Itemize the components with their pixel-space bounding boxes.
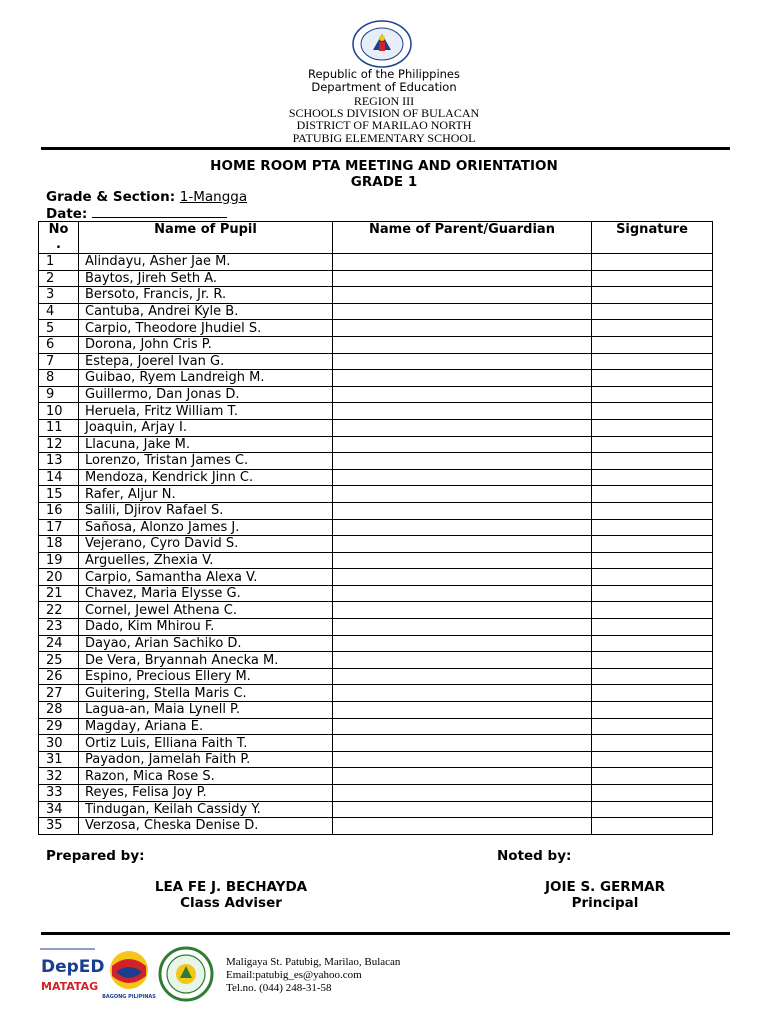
signature-blank <box>592 619 713 636</box>
signature-blank <box>592 320 713 337</box>
table-row <box>39 403 713 420</box>
table-row <box>39 419 713 436</box>
prepared-by-label: Prepared by: <box>46 848 145 864</box>
row-number: 3 <box>39 287 79 304</box>
table-row <box>39 735 713 752</box>
table-row <box>39 801 713 818</box>
row-number: 24 <box>39 635 79 652</box>
parent-name-blank <box>333 552 592 569</box>
svg-text:BAGONG PILIPINAS: BAGONG PILIPINAS <box>102 994 156 1000</box>
parent-name-blank <box>333 619 592 636</box>
signature-blank <box>592 419 713 436</box>
parent-name-blank <box>333 602 592 619</box>
row-number: 1 <box>39 254 79 271</box>
row-number: 23 <box>39 619 79 636</box>
parent-name-blank <box>333 702 592 719</box>
row-number: 19 <box>39 552 79 569</box>
footer-address: Maligaya St. Patubig, Marilao, Bulacan <box>226 956 401 968</box>
parent-name-blank <box>333 569 592 586</box>
parent-name-blank <box>333 287 592 304</box>
table-body <box>39 254 713 835</box>
pupil-name: Dayao, Arian Sachiko D. <box>79 635 333 652</box>
school-seal-icon <box>160 948 212 1000</box>
header-pupil: Name of Pupil <box>79 222 333 254</box>
table-row <box>39 303 713 320</box>
footer-tel: Tel.no. (044) 248-31-58 <box>226 982 332 994</box>
signature-blank <box>592 751 713 768</box>
row-number: 26 <box>39 668 79 685</box>
pupil-name: Estepa, Joerel Ivan G. <box>79 353 333 370</box>
signature-blank <box>592 668 713 685</box>
header-signature: Signature <box>592 222 713 254</box>
signature-blank <box>592 536 713 553</box>
bagong-pilipinas-logo-icon <box>102 951 156 1000</box>
row-number: 33 <box>39 785 79 802</box>
parent-name-blank <box>333 818 592 835</box>
pupil-name: Tindugan, Keilah Cassidy Y. <box>79 801 333 818</box>
signature-blank <box>592 386 713 403</box>
signature-blank <box>592 453 713 470</box>
signature-blank <box>592 818 713 835</box>
deped-matatag-logo-icon <box>40 949 105 993</box>
pupil-name: Dado, Kim Mhirou F. <box>79 619 333 636</box>
pupil-name: Llacuna, Jake M. <box>79 436 333 453</box>
header-division: SCHOOLS DIVISION OF BULACAN <box>288 106 480 120</box>
pupil-name: Espino, Precious Ellery M. <box>79 668 333 685</box>
table-row <box>39 635 713 652</box>
signature-blank <box>592 519 713 536</box>
signature-blank <box>592 502 713 519</box>
parent-name-blank <box>333 353 592 370</box>
signature-blank <box>592 486 713 503</box>
footer-contact <box>226 956 400 995</box>
parent-name-blank <box>333 536 592 553</box>
pupil-name: Guillermo, Dan Jonas D. <box>79 386 333 403</box>
row-number: 28 <box>39 702 79 719</box>
parent-name-blank <box>333 254 592 271</box>
table-header-row <box>39 222 713 254</box>
table-row <box>39 552 713 569</box>
table-row <box>39 569 713 586</box>
table-row <box>39 436 713 453</box>
attendance-table <box>38 221 713 835</box>
signature-blank <box>592 353 713 370</box>
table-row <box>39 270 713 287</box>
table-row <box>39 619 713 636</box>
table-row <box>39 652 713 669</box>
pupil-name: Lagua-an, Maia Lynell P. <box>79 702 333 719</box>
signature-blank <box>592 801 713 818</box>
svg-text:MATATAG: MATATAG <box>41 980 99 993</box>
pupil-name: Magday, Ariana E. <box>79 718 333 735</box>
header-parent: Name of Parent/Guardian <box>333 222 592 254</box>
pupil-name: Cantuba, Andrei Kyle B. <box>79 303 333 320</box>
parent-name-blank <box>333 801 592 818</box>
principal-name: JOIE S. GERMAR <box>545 879 665 895</box>
parent-name-blank <box>333 403 592 420</box>
pupil-name: Cornel, Jewel Athena C. <box>79 602 333 619</box>
row-number: 16 <box>39 502 79 519</box>
adviser-name: LEA FE J. BECHAYDA <box>154 879 308 895</box>
document-title: HOME ROOM PTA MEETING AND ORIENTATION <box>210 158 558 174</box>
table-row <box>39 453 713 470</box>
row-number: 31 <box>39 751 79 768</box>
header-no-line1: No <box>48 222 69 237</box>
pupil-name: Guitering, Stella Maris C. <box>79 685 333 702</box>
table-row <box>39 536 713 553</box>
header-divider <box>41 147 730 150</box>
parent-name-blank <box>333 469 592 486</box>
signature-blank <box>592 635 713 652</box>
header-district: DISTRICT OF MARILAO NORTH <box>296 118 472 132</box>
table-row <box>39 502 713 519</box>
parent-name-blank <box>333 751 592 768</box>
table-row <box>39 768 713 785</box>
pupil-name: Vejerano, Cyro David S. <box>79 536 333 553</box>
table-row <box>39 353 713 370</box>
row-number: 10 <box>39 403 79 420</box>
parent-name-blank <box>333 270 592 287</box>
row-number: 5 <box>39 320 79 337</box>
row-number: 15 <box>39 486 79 503</box>
signature-blank <box>592 718 713 735</box>
pupil-name: Bersoto, Francis, Jr. R. <box>79 287 333 304</box>
pupil-name: Carpio, Theodore Jhudiel S. <box>79 320 333 337</box>
table-row <box>39 668 713 685</box>
pupil-name: Razon, Mica Rose S. <box>79 768 333 785</box>
table-row <box>39 370 713 387</box>
parent-name-blank <box>333 453 592 470</box>
signature-blank <box>592 270 713 287</box>
principal-title: Principal <box>571 895 639 911</box>
table-row <box>39 751 713 768</box>
grade-section-value: 1-Mangga <box>179 189 248 205</box>
parent-name-blank <box>333 303 592 320</box>
parent-name-blank <box>333 585 592 602</box>
parent-name-blank <box>333 652 592 669</box>
parent-name-blank <box>333 718 592 735</box>
row-number: 30 <box>39 735 79 752</box>
pupil-name: Mendoza, Kendrick Jinn C. <box>79 469 333 486</box>
signature-blank <box>592 785 713 802</box>
table-row <box>39 287 713 304</box>
signature-blank <box>592 336 713 353</box>
table-row <box>39 585 713 602</box>
parent-name-blank <box>333 386 592 403</box>
signature-blank <box>592 602 713 619</box>
date-blank-line <box>92 205 227 218</box>
row-number: 11 <box>39 419 79 436</box>
row-number: 12 <box>39 436 79 453</box>
signature-blank <box>592 569 713 586</box>
row-number: 27 <box>39 685 79 702</box>
parent-name-blank <box>333 685 592 702</box>
table-row <box>39 718 713 735</box>
pupil-name: Lorenzo, Tristan James C. <box>79 453 333 470</box>
signature-blank <box>592 685 713 702</box>
signature-blank <box>592 403 713 420</box>
document-subtitle: GRADE 1 <box>350 174 418 190</box>
row-number: 32 <box>39 768 79 785</box>
pupil-name: Ortiz Luis, Elliana Faith T. <box>79 735 333 752</box>
parent-name-blank <box>333 635 592 652</box>
row-number: 17 <box>39 519 79 536</box>
grade-section <box>46 189 247 205</box>
row-number: 4 <box>39 303 79 320</box>
pupil-name: Salili, Djirov Rafael S. <box>79 502 333 519</box>
row-number: 8 <box>39 370 79 387</box>
date-label: Date: <box>46 206 88 222</box>
parent-name-blank <box>333 668 592 685</box>
table-row <box>39 685 713 702</box>
signature-blank <box>592 469 713 486</box>
row-number: 2 <box>39 270 79 287</box>
row-number: 14 <box>39 469 79 486</box>
parent-name-blank <box>333 768 592 785</box>
table-row <box>39 486 713 503</box>
table-row <box>39 519 713 536</box>
parent-name-blank <box>333 320 592 337</box>
signature-blank <box>592 585 713 602</box>
table-row <box>39 469 713 486</box>
adviser-title: Class Adviser <box>180 895 282 911</box>
row-number: 18 <box>39 536 79 553</box>
table-row <box>39 818 713 835</box>
noted-by-label: Noted by: <box>497 848 572 864</box>
svg-text:DepED: DepED <box>41 957 105 977</box>
table-row <box>39 336 713 353</box>
deped-seal-icon <box>351 20 413 68</box>
row-number: 34 <box>39 801 79 818</box>
row-number: 25 <box>39 652 79 669</box>
signature-blank <box>592 702 713 719</box>
table-row <box>39 785 713 802</box>
row-number: 35 <box>39 818 79 835</box>
pupil-name: Carpio, Samantha Alexa V. <box>79 569 333 586</box>
pupil-name: Dorona, John Cris P. <box>79 336 333 353</box>
parent-name-blank <box>333 486 592 503</box>
row-number: 9 <box>39 386 79 403</box>
row-number: 21 <box>39 585 79 602</box>
parent-name-blank <box>333 436 592 453</box>
parent-name-blank <box>333 336 592 353</box>
pupil-name: Payadon, Jamelah Faith P. <box>79 751 333 768</box>
row-number: 29 <box>39 718 79 735</box>
table-row <box>39 254 713 271</box>
signature-blank <box>592 287 713 304</box>
parent-name-blank <box>333 735 592 752</box>
pupil-name: Alindayu, Asher Jae M. <box>79 254 333 271</box>
signature-blank <box>592 303 713 320</box>
header-school: PATUBIG ELEMENTARY SCHOOL <box>292 131 476 145</box>
signature-blank <box>592 552 713 569</box>
pupil-name: Baytos, Jireh Seth A. <box>79 270 333 287</box>
signature-blank <box>592 370 713 387</box>
pupil-name: Guibao, Ryem Landreigh M. <box>79 370 333 387</box>
table-row <box>39 320 713 337</box>
footer-logos <box>40 946 220 1002</box>
grade-section-label: Grade & Section: <box>46 189 176 205</box>
parent-name-blank <box>333 370 592 387</box>
pupil-name: Joaquin, Arjay I. <box>79 419 333 436</box>
footer-email: Email:patubig_es@yahoo.com <box>226 969 362 981</box>
pupil-name: Rafer, Aljur N. <box>79 486 333 503</box>
row-number: 7 <box>39 353 79 370</box>
header-no <box>39 222 79 254</box>
table-row <box>39 602 713 619</box>
parent-name-blank <box>333 502 592 519</box>
table-row <box>39 702 713 719</box>
header-republic: Republic of the Philippines <box>307 67 461 81</box>
signature-blank <box>592 436 713 453</box>
row-number: 6 <box>39 336 79 353</box>
header-department: Department of Education <box>311 80 457 94</box>
signature-blank <box>592 254 713 271</box>
row-number: 20 <box>39 569 79 586</box>
date-field <box>46 205 227 222</box>
parent-name-blank <box>333 419 592 436</box>
header-no-line2: . <box>56 237 61 252</box>
row-number: 22 <box>39 602 79 619</box>
pupil-name: Sañosa, Alonzo James J. <box>79 519 333 536</box>
table-row <box>39 386 713 403</box>
pupil-name: Arguelles, Zhexia V. <box>79 552 333 569</box>
pupil-name: Heruela, Fritz William T. <box>79 403 333 420</box>
parent-name-blank <box>333 519 592 536</box>
signature-blank <box>592 768 713 785</box>
pupil-name: Verzosa, Cheska Denise D. <box>79 818 333 835</box>
pupil-name: Chavez, Maria Elysse G. <box>79 585 333 602</box>
signature-blank <box>592 652 713 669</box>
footer-divider <box>41 932 730 935</box>
row-number: 13 <box>39 453 79 470</box>
signature-blank <box>592 735 713 752</box>
pupil-name: Reyes, Felisa Joy P. <box>79 785 333 802</box>
pupil-name: De Vera, Bryannah Anecka M. <box>79 652 333 669</box>
header-region: REGION III <box>353 94 415 108</box>
parent-name-blank <box>333 785 592 802</box>
